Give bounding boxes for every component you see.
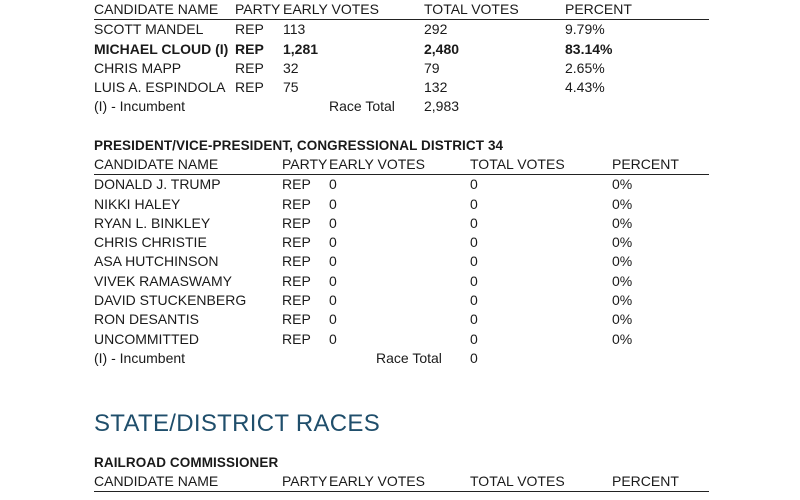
percent-cell: 83.14% bbox=[565, 40, 613, 57]
header-early-votes: EARLY VOTES bbox=[329, 473, 425, 489]
candidate-name: RON DESANTIS bbox=[94, 311, 200, 328]
total-votes-cell: 0 bbox=[470, 176, 478, 193]
percent-cell: 0% bbox=[612, 272, 633, 289]
party-cell: REP bbox=[282, 234, 311, 251]
early-votes-cell: 75 bbox=[283, 79, 299, 96]
candidate-name: MICHAEL CLOUD (I) bbox=[94, 40, 229, 57]
race-total-value: 2,983 bbox=[424, 98, 460, 115]
table-row bbox=[94, 20, 709, 39]
race-title: PRESIDENT/VICE-PRESIDENT, CONGRESSIONAL DISTRICT 34 bbox=[94, 138, 504, 153]
early-votes-cell: 0 bbox=[329, 214, 337, 231]
header-percent: PERCENT bbox=[612, 156, 679, 172]
early-votes-cell: 1,281 bbox=[283, 40, 319, 57]
table-row bbox=[94, 175, 709, 194]
party-cell: REP bbox=[282, 272, 311, 289]
percent-cell: 0% bbox=[612, 292, 633, 309]
header-candidate: CANDIDATE NAME bbox=[94, 1, 219, 17]
percent-cell: 0% bbox=[612, 234, 633, 251]
early-votes-cell: 32 bbox=[283, 59, 299, 76]
candidate-name: CHRIS CHRISTIE bbox=[94, 234, 207, 251]
party-cell: REP bbox=[282, 176, 311, 193]
percent-cell: 0% bbox=[612, 214, 633, 231]
party-cell: REP bbox=[282, 330, 311, 347]
incumbent-note: (I) - Incumbent bbox=[94, 349, 186, 366]
race-table-3 bbox=[94, 472, 709, 492]
candidate-name: DAVID STUCKENBERG bbox=[94, 292, 247, 309]
percent-cell: 9.79% bbox=[565, 21, 605, 38]
header-candidate: CANDIDATE NAME bbox=[94, 156, 219, 172]
total-votes-cell: 79 bbox=[424, 59, 440, 76]
total-votes-cell: 0 bbox=[470, 234, 478, 251]
percent-cell: 0% bbox=[612, 195, 633, 212]
header-party: PARTY bbox=[282, 156, 328, 172]
table-row bbox=[94, 310, 709, 329]
table-row bbox=[94, 252, 709, 271]
table-row bbox=[94, 78, 709, 97]
table-header-row bbox=[94, 472, 709, 492]
candidate-name: CHRIS MAPP bbox=[94, 59, 182, 76]
header-candidate: CANDIDATE NAME bbox=[94, 473, 219, 489]
header-early-votes: EARLY VOTES bbox=[283, 1, 379, 17]
party-cell: REP bbox=[282, 195, 311, 212]
early-votes-cell: 0 bbox=[329, 195, 337, 212]
race-total-value: 0 bbox=[470, 349, 478, 366]
candidate-name: RYAN L. BINKLEY bbox=[94, 214, 211, 231]
party-cell: REP bbox=[235, 79, 264, 96]
candidate-name: VIVEK RAMASWAMY bbox=[94, 272, 232, 289]
race-total-label: Race Total bbox=[376, 349, 442, 366]
header-total-votes: TOTAL VOTES bbox=[470, 473, 565, 489]
table-header-row bbox=[94, 155, 709, 175]
table-row bbox=[94, 330, 709, 349]
total-votes-cell: 292 bbox=[424, 21, 448, 38]
header-total-votes: TOTAL VOTES bbox=[424, 1, 519, 17]
section-heading: STATE/DISTRICT RACES bbox=[94, 410, 381, 437]
table-row bbox=[94, 59, 709, 78]
percent-cell: 0% bbox=[612, 311, 633, 328]
table-row bbox=[94, 195, 709, 214]
candidate-name: SCOTT MANDEL bbox=[94, 21, 204, 38]
early-votes-cell: 0 bbox=[329, 272, 337, 289]
percent-cell: 0% bbox=[612, 176, 633, 193]
percent-cell: 0% bbox=[612, 330, 633, 347]
race-table-2 bbox=[94, 155, 709, 368]
candidate-name: LUIS A. ESPINDOLA bbox=[94, 79, 226, 96]
early-votes-cell: 113 bbox=[283, 21, 306, 38]
table-row bbox=[94, 272, 709, 291]
total-votes-cell: 0 bbox=[470, 330, 478, 347]
total-votes-cell: 0 bbox=[470, 214, 478, 231]
total-votes-cell: 0 bbox=[470, 272, 478, 289]
race-title: RAILROAD COMMISSIONER bbox=[94, 455, 279, 470]
header-percent: PERCENT bbox=[612, 473, 679, 489]
header-total-votes: TOTAL VOTES bbox=[470, 156, 565, 172]
early-votes-cell: 0 bbox=[329, 253, 337, 270]
percent-cell: 0% bbox=[612, 253, 633, 270]
race-footer bbox=[94, 349, 709, 368]
party-cell: REP bbox=[282, 311, 311, 328]
early-votes-cell: 0 bbox=[329, 311, 337, 328]
header-percent: PERCENT bbox=[565, 1, 632, 17]
total-votes-cell: 0 bbox=[470, 311, 478, 328]
race-table-1 bbox=[94, 0, 709, 117]
total-votes-cell: 0 bbox=[470, 292, 478, 309]
candidate-name: NIKKI HALEY bbox=[94, 195, 181, 212]
party-cell: REP bbox=[235, 40, 264, 57]
party-cell: REP bbox=[282, 292, 311, 309]
table-header-row bbox=[94, 0, 709, 20]
incumbent-note: (I) - Incumbent bbox=[94, 98, 186, 115]
candidate-name: ASA HUTCHINSON bbox=[94, 253, 219, 270]
table-row-winner bbox=[94, 40, 709, 59]
percent-cell: 4.43% bbox=[565, 79, 605, 96]
party-cell: REP bbox=[282, 253, 311, 270]
party-cell: REP bbox=[235, 21, 264, 38]
header-party: PARTY bbox=[235, 1, 281, 17]
early-votes-cell: 0 bbox=[329, 292, 337, 309]
early-votes-cell: 0 bbox=[329, 330, 337, 347]
header-early-votes: EARLY VOTES bbox=[329, 156, 425, 172]
table-row bbox=[94, 214, 709, 233]
table-row bbox=[94, 291, 709, 310]
total-votes-cell: 132 bbox=[424, 79, 448, 96]
header-party: PARTY bbox=[282, 473, 328, 489]
total-votes-cell: 0 bbox=[470, 195, 478, 212]
race-footer bbox=[94, 97, 709, 116]
party-cell: REP bbox=[235, 59, 264, 76]
early-votes-cell: 0 bbox=[329, 176, 337, 193]
early-votes-cell: 0 bbox=[329, 234, 337, 251]
percent-cell: 2.65% bbox=[565, 59, 605, 76]
candidate-name: UNCOMMITTED bbox=[94, 330, 199, 347]
race-total-label: Race Total bbox=[329, 98, 395, 115]
total-votes-cell: 0 bbox=[470, 253, 478, 270]
candidate-name: DONALD J. TRUMP bbox=[94, 176, 221, 193]
total-votes-cell: 2,480 bbox=[424, 40, 460, 57]
party-cell: REP bbox=[282, 214, 311, 231]
table-row bbox=[94, 233, 709, 252]
